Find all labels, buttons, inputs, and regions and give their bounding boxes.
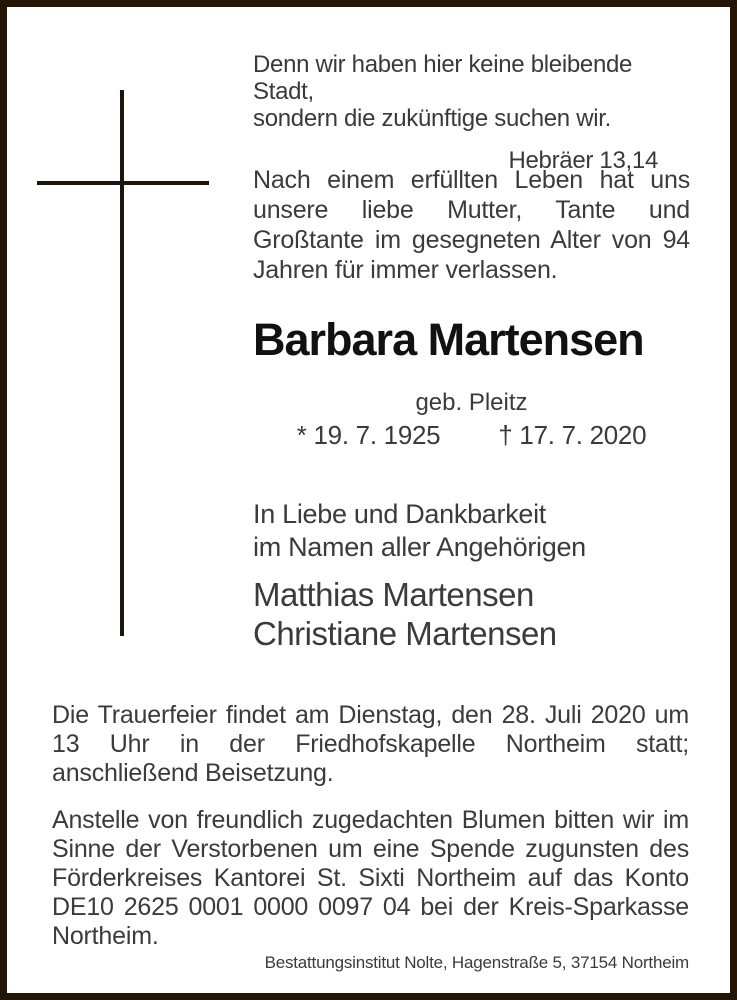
- birth-date: * 19. 7. 1925: [296, 420, 441, 450]
- bible-quote-attribution: Hebräer 13,14: [508, 147, 658, 174]
- funeral-home-footer: Bestattungsinstitut Nolte, Hagenstraße 5, 37154 Northeim: [264, 953, 689, 972]
- intro-paragraph: Nach einem erfüllten Leben hat uns unsere liebe Mutter, Tante und Großtante im gesegneten Alter von 94 Jahren für immer verlassen.: [253, 166, 690, 284]
- funeral-info-paragraph: Die Trauerfeier findet am Dienstag, den 28. Juli 2020 um 13 Uhr in der Friedhofskapelle Northeim statt; anschließend Beisetzung.: [52, 701, 689, 787]
- deceased-name: Barbara Martensen: [253, 314, 644, 365]
- donation-info-paragraph: Anstelle von freundlich zugedachten Blumen bitten wir im Sinne der Verstorbenen um eine Spende zugunsten des Förderkreises Kantorei St. Sixti Northeim auf das Konto DE10 2625 0001 0000 0097 04 bei der Kreis-Sparkasse Northeim.: [52, 806, 689, 950]
- bible-quote: [253, 51, 690, 174]
- relative-name: Christiane Martensen: [253, 615, 557, 652]
- death-date: † 17. 7. 2020: [498, 420, 647, 450]
- relative-name: Matthias Martensen: [253, 576, 534, 613]
- mourning-line2: im Namen aller Angehörigen: [253, 532, 586, 562]
- cross-icon-vertical-bar: [120, 90, 124, 636]
- mourning-line1: In Liebe und Dankbarkeit: [253, 499, 547, 529]
- mourning-statement: [253, 498, 690, 564]
- relatives-list: [253, 575, 690, 653]
- cross-icon-horizontal-bar: [37, 181, 209, 185]
- life-dates: [253, 420, 690, 451]
- bible-quote-line1: Denn wir haben hier keine bleibende Stadt,: [253, 51, 633, 105]
- bible-quote-line2: sondern die zukünftige suchen wir.: [253, 105, 612, 132]
- maiden-name: geb. Pleitz: [415, 389, 528, 416]
